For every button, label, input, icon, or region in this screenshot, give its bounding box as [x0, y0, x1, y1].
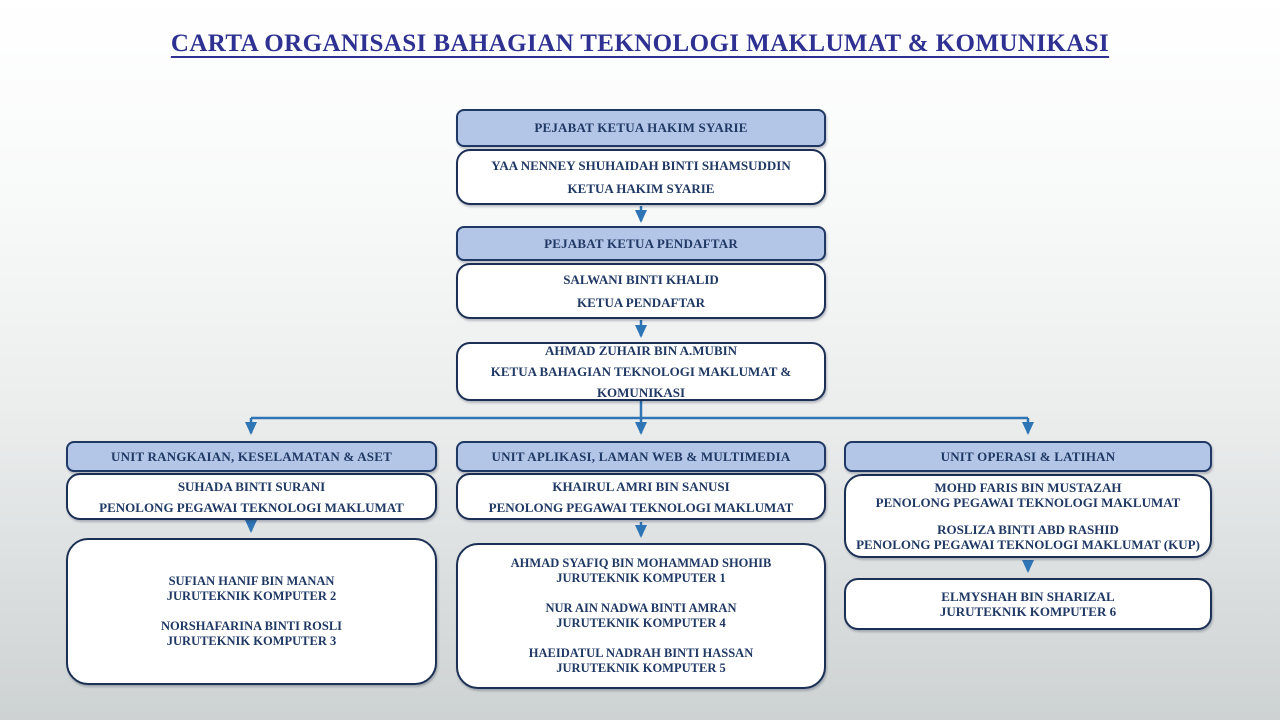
person-role: PENOLONG PEGAWAI TEKNOLOGI MAKLUMAT (KUP): [856, 537, 1200, 552]
person-role: PENOLONG PEGAWAI TEKNOLOGI MAKLUMAT: [99, 499, 404, 515]
person-role: JURUTEKNIK KOMPUTER 1: [556, 571, 726, 585]
person-name: MOHD FARIS BIN MUSTAZAH: [934, 479, 1122, 495]
person-name: SUFIAN HANIF BIN MANAN: [168, 573, 335, 588]
person-role: PENOLONG PEGAWAI TEKNOLOGI MAKLUMAT: [488, 499, 794, 515]
person-name: KHAIRUL AMRI BIN SANUSI: [552, 478, 730, 494]
box-rangkaian-lead: [66, 473, 437, 520]
person-role: KETUA BAHAGIAN TEKNOLOGI MAKLUMAT &: [490, 364, 792, 379]
box-ketua-hakim-syarie: [456, 149, 826, 205]
person-name: ELMYSHAH BIN SHARIZAL: [941, 588, 1115, 604]
person-role: KETUA PENDAFTAR: [577, 295, 705, 310]
box-rangkaian-staff: [66, 538, 437, 685]
person-role: PENOLONG PEGAWAI TEKNOLOGI MAKLUMAT: [875, 495, 1181, 510]
staff-entry: [856, 522, 1200, 553]
person-name: YAA NENNEY SHUHAIDAH BINTI SHAMSUDDIN: [491, 158, 791, 173]
person-role-cont: KOMUNIKASI: [596, 385, 686, 400]
person-role: KETUA HAKIM SYARIE: [567, 181, 715, 196]
person-role: JURUTEKNIK KOMPUTER 4: [556, 616, 726, 630]
staff-entry: [546, 601, 737, 632]
person-role: JURUTEKNIK KOMPUTER 5: [556, 661, 726, 675]
box-aplikasi-lead: [456, 473, 826, 520]
box-ketua-bahagian: [456, 342, 826, 401]
staff-entry: [529, 646, 753, 677]
header-pejabat-ketua-pendaftar: PEJABAT KETUA PENDAFTAR: [456, 226, 826, 261]
person-role: JURUTEKNIK KOMPUTER 3: [166, 634, 337, 648]
page-title: CARTA ORGANISASI BAHAGIAN TEKNOLOGI MAKLUMAT & KOMUNIKASI: [170, 30, 1110, 57]
staff-entry: [876, 480, 1181, 511]
header-unit-rangkaian: UNIT RANGKAIAN, KESELAMATAN & ASET: [66, 441, 437, 472]
header-unit-aplikasi: UNIT APLIKASI, LAMAN WEB & MULTIMEDIA: [456, 441, 826, 472]
box-ketua-pendaftar: [456, 263, 826, 319]
person-name: AHMAD ZUHAIR BIN A.MUBIN: [544, 343, 738, 358]
staff-entry: [940, 589, 1116, 620]
staff-entry: [167, 574, 336, 605]
person-name: SALWANI BINTI KHALID: [563, 272, 719, 287]
box-operasi-staff: [844, 578, 1212, 630]
person-name: NORSHAFARINA BINTI ROSLI: [160, 618, 343, 633]
person-name: ROSLIZA BINTI ABD RASHID: [937, 521, 1119, 537]
person-name: NUR AIN NADWA BINTI AMRAN: [545, 600, 737, 615]
box-aplikasi-staff: [456, 543, 826, 689]
person-name: AHMAD SYAFIQ BIN MOHAMMAD SHOHIB: [510, 555, 772, 570]
staff-entry: [161, 619, 342, 650]
staff-entry: [511, 556, 772, 587]
person-role: JURUTEKNIK KOMPUTER 2: [166, 589, 337, 603]
box-operasi-lead: [844, 474, 1212, 558]
header-unit-operasi: UNIT OPERASI & LATIHAN: [844, 441, 1212, 472]
person-name: HAEIDATUL NADRAH BINTI HASSAN: [528, 645, 754, 660]
person-role: JURUTEKNIK KOMPUTER 6: [939, 604, 1117, 619]
header-pejabat-ketua-hakim-syarie: PEJABAT KETUA HAKIM SYARIE: [456, 109, 826, 147]
person-name: SUHADA BINTI SURANI: [177, 478, 326, 494]
